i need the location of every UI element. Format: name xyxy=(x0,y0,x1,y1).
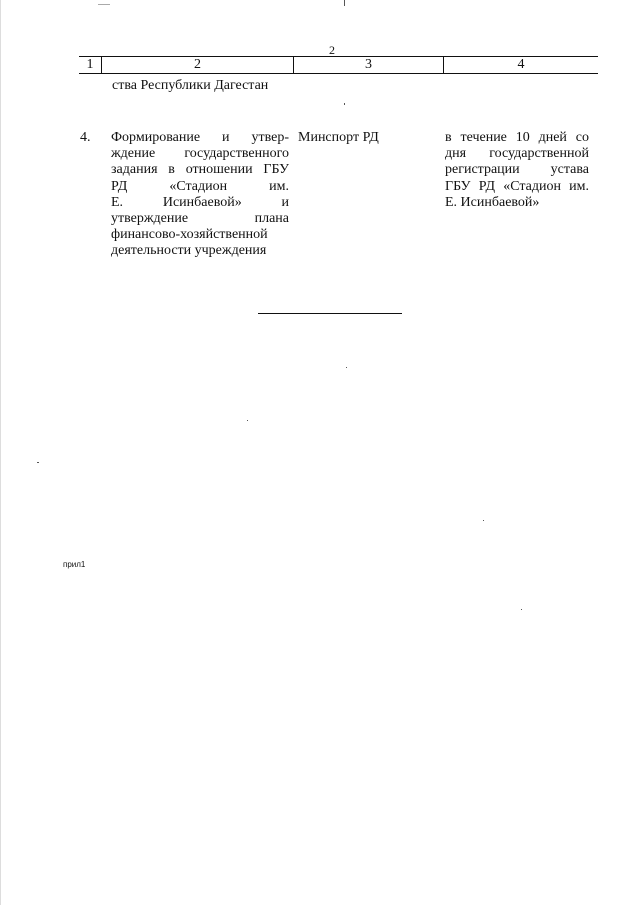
scan-speck xyxy=(247,420,248,421)
separator-line xyxy=(258,313,402,314)
description-line: ждение государственного xyxy=(111,146,289,162)
column-header-2: 2 xyxy=(102,57,294,73)
term-line: Е. Исинбаевой» xyxy=(445,194,540,210)
row-number: 4. xyxy=(80,130,91,145)
term-line: в течение 10 дней со xyxy=(445,130,589,145)
description-line: утверждение плана xyxy=(111,211,289,227)
description-line: финансово-хозяйственной xyxy=(111,227,268,243)
scan-speck xyxy=(344,0,345,6)
column-header-row xyxy=(79,56,598,74)
page-number: 2 xyxy=(329,43,335,57)
scan-speck xyxy=(98,4,110,5)
scan-speck xyxy=(483,520,484,521)
row-responsible: Минспорт РД xyxy=(298,130,379,145)
column-header-3: 3 xyxy=(294,57,444,73)
scan-speck xyxy=(344,103,345,105)
description-line: деятельности учреждения xyxy=(111,243,267,259)
term-line: регистрации устава xyxy=(445,162,589,178)
description-line: Е. Исинбаевой» и xyxy=(111,194,289,210)
description-line: Формирование и утвер- xyxy=(111,130,289,145)
term-line: ГБУ РД «Стадион им. xyxy=(445,178,589,194)
scan-speck xyxy=(346,367,347,368)
scan-speck xyxy=(521,609,522,610)
term-line: дня государственной xyxy=(445,146,589,162)
footer-note: прил1 xyxy=(63,560,86,569)
continuation-text: ства Республики Дагестан xyxy=(112,78,269,93)
description-line: задания в отношении ГБУ xyxy=(111,162,289,178)
row-description xyxy=(111,130,289,260)
scan-speck xyxy=(0,0,1,905)
description-line: РД «Стадион им. xyxy=(111,178,289,194)
column-header-1: 1 xyxy=(79,57,102,73)
column-header-4: 4 xyxy=(517,57,525,72)
scan-speck xyxy=(37,462,39,463)
row-term xyxy=(445,130,589,211)
